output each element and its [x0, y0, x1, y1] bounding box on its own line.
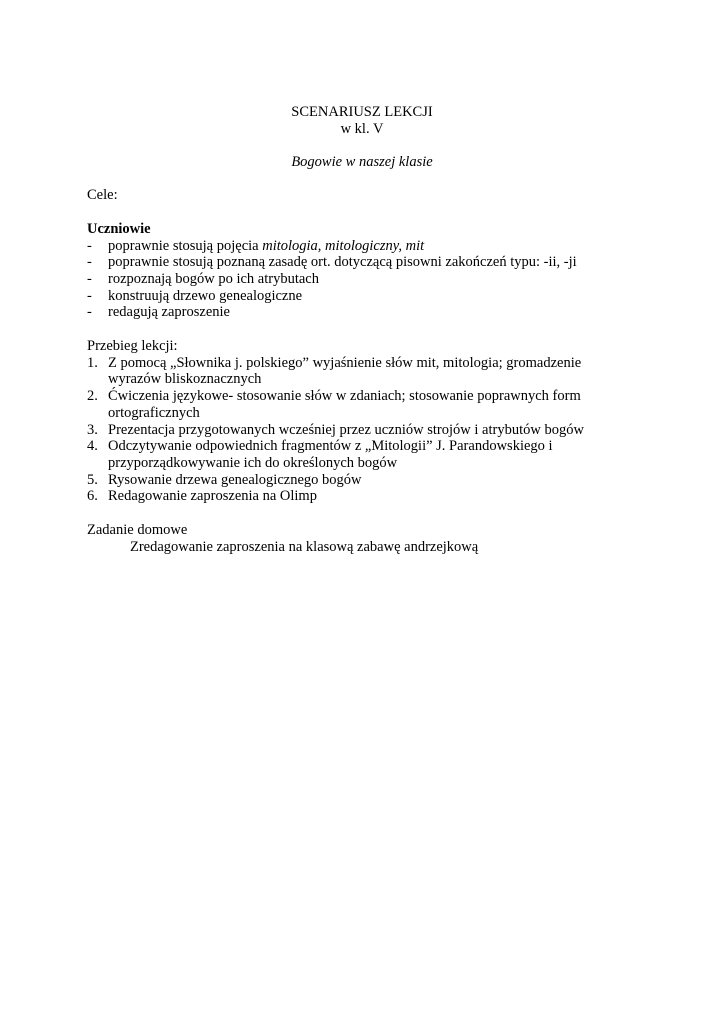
goal-text: rozpoznają bogów po ich atrybutach — [108, 271, 319, 288]
goal-emphasis: mitologia, mitologiczny, mit — [262, 237, 425, 254]
goal-text: konstruują drzewo genealogiczne — [108, 287, 303, 304]
homework-task: Zredagowanie zaproszenia na klasową zabawę andrzejkową — [130, 538, 479, 555]
step-text: Prezentacja przygotowanych wcześniej przez uczniów strojów i atrybutów bogów — [108, 421, 584, 438]
lesson-step — [87, 488, 627, 505]
goals-heading: Uczniowie — [87, 221, 151, 237]
step-number: 3. — [87, 421, 98, 438]
class-label: w kl. V — [340, 121, 384, 137]
step-number: 4. — [87, 438, 98, 455]
bullet-dash: - — [87, 271, 92, 288]
step-text: Rysowanie drzewa genealogicznego bogów — [108, 471, 362, 488]
step-number: 6. — [87, 488, 98, 505]
lesson-step — [87, 438, 627, 471]
goal-item — [87, 254, 647, 271]
goal-item — [87, 271, 647, 288]
goals-list — [87, 238, 647, 321]
document-title: SCENARIUSZ LEKCJI — [291, 104, 433, 120]
lesson-section — [87, 338, 627, 505]
lesson-steps-list — [87, 355, 627, 505]
lesson-step — [87, 422, 627, 439]
goals-section — [87, 221, 647, 321]
lesson-step — [87, 472, 627, 489]
lesson-label: Przebieg lekcji: — [87, 338, 178, 354]
lesson-topic: Bogowie w naszej klasie — [291, 154, 433, 170]
goal-text: poprawnie stosują poznaną zasadę ort. dotyczącą pisowni zakończeń typu: -ii, -ji — [108, 254, 577, 271]
bullet-dash: - — [87, 254, 92, 271]
bullet-dash: - — [87, 304, 92, 321]
bullet-dash: - — [87, 287, 92, 304]
lesson-step — [87, 355, 627, 388]
step-text: Odczytywanie odpowiednich fragmentów z „Mitologii” J. Parandowskiego i przyporządkowywanie ich do określonych bogów — [108, 438, 553, 471]
step-text: Ćwiczenia językowe- stosowanie słów w zdaniach; stosowanie poprawnych form ortograficznych — [108, 388, 581, 421]
lesson-step — [87, 388, 627, 421]
bullet-dash: - — [87, 237, 92, 254]
step-number: 1. — [87, 354, 98, 371]
step-text: Z pomocą „Słownika j. polskiego” wyjaśnienie słów mit, mitologia; gromadzenie wyrazów bliskoznacznych — [108, 354, 582, 388]
title-block — [0, 104, 724, 138]
goal-item — [87, 304, 647, 321]
goals-label: Cele: — [87, 187, 118, 203]
homework-label: Zadanie domowe — [87, 522, 188, 538]
goal-text: redagują zaproszenie — [108, 304, 230, 321]
goal-item — [87, 288, 647, 305]
step-number: 5. — [87, 471, 98, 488]
goal-item — [87, 238, 647, 255]
goal-text: poprawnie stosują pojęcia — [108, 237, 263, 254]
step-text: Redagowanie zaproszenia na Olimp — [108, 488, 317, 505]
step-number: 2. — [87, 388, 98, 405]
homework-section — [87, 522, 647, 555]
